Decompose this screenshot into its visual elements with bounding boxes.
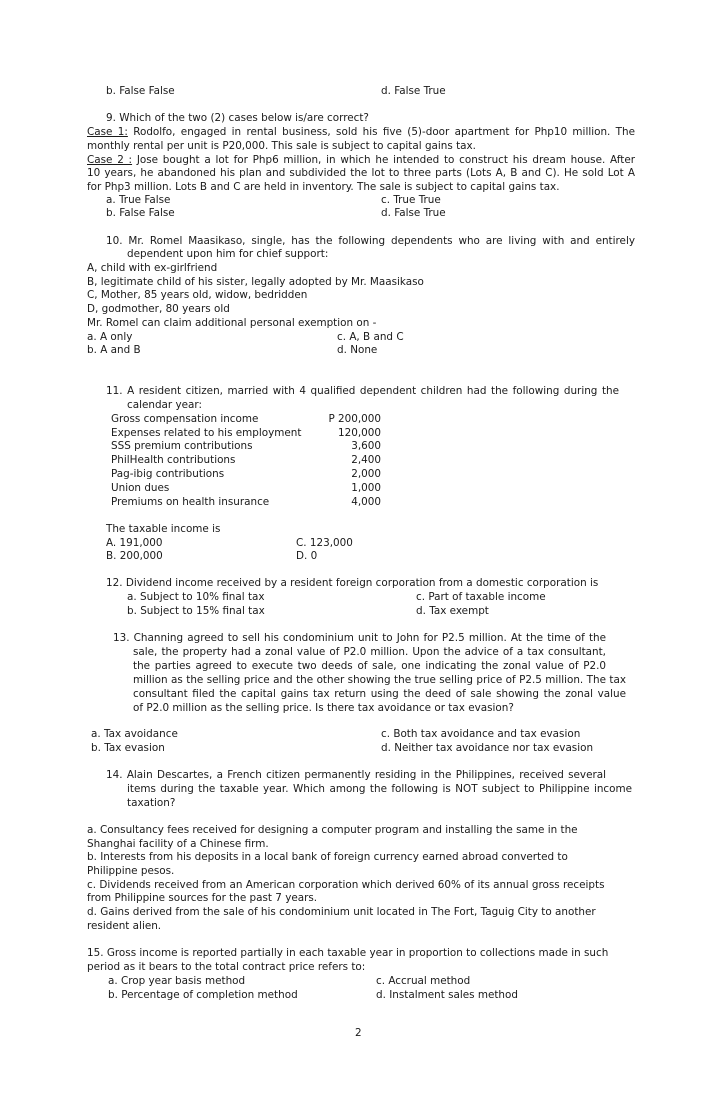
q14-option-a-line1: a. Consultancy fees received for designing a computer program and installing the same in the: [87, 824, 578, 836]
q10-option-a: a. A only: [87, 331, 133, 343]
q12-option-b: b. Subject to 15% final tax: [127, 605, 265, 617]
q14-option-d-line2: resident alien.: [87, 920, 162, 932]
q11-option-c: C. 123,000: [296, 537, 353, 549]
q8-option-d: d. False True: [381, 85, 446, 97]
q9-case2-label: Case 2 :: [87, 154, 133, 166]
q9-case2-line1: Case 2 : Jose bought a lot for Php6 million, in which he intended to construct his dream house. After: [87, 154, 635, 166]
q13-option-d: d. Neither tax avoidance nor tax evasion: [381, 742, 594, 754]
q11-item-label: PhilHealth contributions: [111, 454, 236, 466]
q11-item-value: 2,000: [351, 468, 381, 480]
q14-stem-line: 14. Alain Descartes, a French citizen permanently residing in the Philippines, received several: [106, 769, 606, 781]
q11-option-d: D. 0: [296, 550, 318, 562]
q14-option-c-line2: from Philippine sources for the past 7 years.: [87, 892, 318, 904]
q10-dependent: B, legitimate child of his sister, legally adopted by Mr. Maasikaso: [87, 276, 424, 288]
q11-item-value: 4,000: [351, 496, 381, 508]
q11-item-label: Union dues: [111, 482, 170, 494]
q9-option-c: c. True True: [381, 194, 441, 206]
q11-item-label: Premiums on health insurance: [111, 496, 270, 508]
q10-option-c: c. A, B and C: [337, 331, 404, 343]
q12-option-c: c. Part of taxable income: [416, 591, 546, 603]
q11-ask: The taxable income is: [106, 523, 221, 535]
q14-stem-line: items during the taxable year. Which among the following is NOT subject to Philippine income: [127, 783, 632, 795]
q9-case1-label: Case 1:: [87, 126, 128, 138]
q15-option-b: b. Percentage of completion method: [108, 989, 298, 1001]
q9-case1-line2: monthly rental per unit is P20,000. This sale is subject to capital gains tax.: [87, 140, 476, 152]
q11-item-value: 3,600: [351, 440, 381, 452]
page-number: 2: [355, 1027, 362, 1039]
q13-option-c: c. Both tax avoidance and tax evasion: [381, 728, 581, 740]
q12-option-a: a. Subject to 10% final tax: [127, 591, 265, 603]
q15-option-d: d. Instalment sales method: [376, 989, 518, 1001]
q13-option-a: a. Tax avoidance: [91, 728, 178, 740]
q9-option-b: b. False False: [106, 207, 175, 219]
q9-option-d: d. False True: [381, 207, 446, 219]
q11-item-value: 120,000: [338, 427, 381, 439]
q14-option-a-line2: Shanghai facility of a Chinese firm.: [87, 838, 269, 850]
q13-stem-line: million as the selling price and the other showing the true selling price of P2.5 million. The tax: [133, 674, 626, 686]
q15-stem-line2: period as it bears to the total contract price refers to:: [87, 961, 366, 973]
q8-option-b: b. False False: [106, 85, 175, 97]
q11-item-value: 1,000: [351, 482, 381, 494]
q10-stem-line2: dependent upon him for chief support:: [127, 248, 329, 260]
q15-stem-line1: 15. Gross income is reported partially in each taxable year in proportion to collections made in such: [87, 947, 609, 959]
q14-option-b-line1: b. Interests from his deposits in a local bank of foreign currency earned abroad converted to: [87, 851, 568, 863]
q14-stem-line: taxation?: [127, 797, 176, 809]
q9-option-a: a. True False: [106, 194, 171, 206]
q14-option-d-line1: d. Gains derived from the sale of his condominium unit located in The Fort, Taguig City to another: [87, 906, 596, 918]
q14-option-b-line2: Philippine pesos.: [87, 865, 175, 877]
q10-option-d: d. None: [337, 344, 378, 356]
q10-dependent: C, Mother, 85 years old, widow, bedridden: [87, 289, 308, 301]
q9-case2-line3: for Php3 million. Lots B and C are held in inventory. The sale is subject to capital gains tax.: [87, 181, 560, 193]
q11-item-value: 2,400: [351, 454, 381, 466]
q9-case2-line2: 10 years, he abandoned his plan and subdivided the lot to three parts (Lots A, B and C). He sold Lot A: [87, 167, 635, 179]
q11-option-b: B. 200,000: [106, 550, 163, 562]
q13-stem-line: of P2.0 million as the selling price. Is there tax avoidance or tax evasion?: [133, 702, 514, 714]
q10-claim: Mr. Romel can claim additional personal exemption on -: [87, 317, 377, 329]
q11-stem-line1: 11. A resident citizen, married with 4 qualified dependent children had the following during the: [106, 385, 619, 397]
q9-case1-line1: Case 1: Rodolfo, engaged in rental business, sold his five (5)-door apartment for Php10 million. The: [87, 126, 636, 138]
q11-item-label: Gross compensation income: [111, 413, 259, 425]
q11-item-label: SSS premium contributions: [111, 440, 253, 452]
q13-stem-line: sale, the property had a zonal value of P2.0 million. Upon the advice of a tax consultant,: [133, 646, 606, 658]
q10-option-b: b. A and B: [87, 344, 141, 356]
q15-option-c: c. Accrual method: [376, 975, 471, 987]
q13-option-b: b. Tax evasion: [91, 742, 165, 754]
q13-stem-line: the parties agreed to execute two deeds of sale, one indicating the zonal value of P2.0: [133, 660, 606, 672]
q9-stem: 9. Which of the two (2) cases below is/are correct?: [106, 112, 369, 124]
q11-option-a: A. 191,000: [106, 537, 163, 549]
q11-item-label: Pag-ibig contributions: [111, 468, 225, 480]
q11-item-value: P 200,000: [328, 413, 381, 425]
q10-stem-line1: 10. Mr. Romel Maasikaso, single, has the following dependents who are living with and entirely: [106, 235, 635, 247]
q12-stem: 12. Dividend income received by a resident foreign corporation from a domestic corporation is: [106, 577, 599, 589]
q11-item-label: Expenses related to his employment: [111, 427, 302, 439]
q10-dependent: D, godmother, 80 years old: [87, 303, 230, 315]
q14-option-c-line1: c. Dividends received from an American corporation which derived 60% of its annual gross receipts: [87, 879, 605, 891]
q10-dependent: A, child with ex-girlfriend: [87, 262, 218, 274]
q13-stem-line: consultant filed the capital gains tax return using the deed of sale showing the zonal value: [133, 688, 626, 700]
q12-option-d: d. Tax exempt: [416, 605, 489, 617]
q11-stem-line2: calendar year:: [127, 399, 202, 411]
q13-stem-line: 13. Channing agreed to sell his condominium unit to John for P2.5 million. At the time of the: [113, 632, 606, 644]
q15-option-a: a. Crop year basis method: [108, 975, 246, 987]
